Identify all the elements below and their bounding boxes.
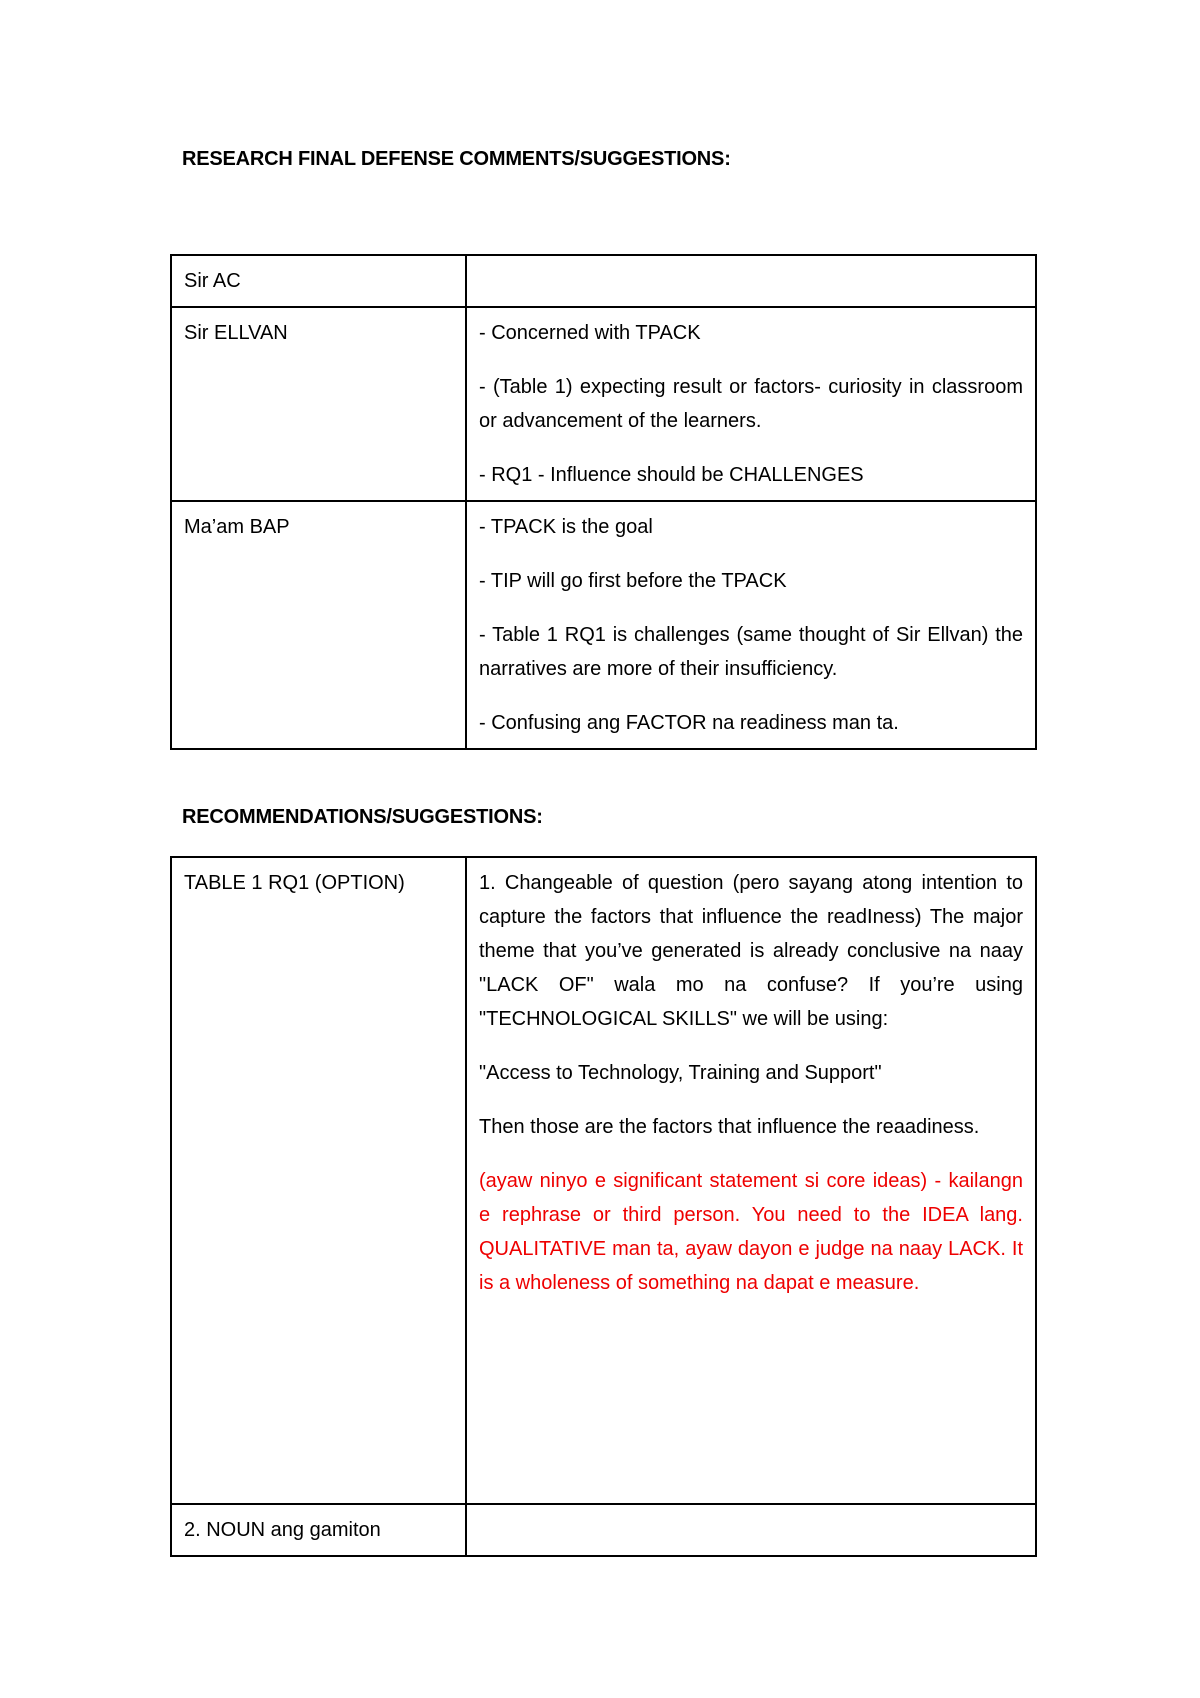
- panelist-name: Sir AC: [184, 270, 241, 292]
- comment-text: - Concerned with TPACK: [479, 322, 701, 344]
- recommendations-table: [170, 856, 1037, 1557]
- comment-text: - TIP will go first before the TPACK: [479, 570, 787, 592]
- comments-heading: RESEARCH FINAL DEFENSE COMMENTS/SUGGESTIONS:: [182, 148, 731, 170]
- panelist-cell: [171, 307, 466, 501]
- table-row: [171, 255, 1036, 307]
- comment-text: - (Table 1) expecting result or factors- curiosity in classroom or advancement of the learners.: [479, 376, 1023, 432]
- panelist-name: Ma’am BAP: [184, 516, 290, 538]
- recommendation-note: (ayaw ninyo e significant statement si core ideas) - kailangn e rephrase or third person. You need to the IDEA lang. QUALITATIVE man ta, ayaw dayon e judge na naay LACK. It is a wholeness of something na dapat e measure.: [479, 1170, 1023, 1294]
- comment-text: - TPACK is the goal: [479, 516, 653, 538]
- item-cell: [171, 857, 466, 1504]
- comment-text: - Confusing ang FACTOR na readiness man ta.: [479, 712, 899, 734]
- item-cell: [171, 1504, 466, 1556]
- recommendation-cell: [466, 857, 1036, 1504]
- comment-text: - Table 1 RQ1 is challenges (same thought of Sir Ellvan) the narratives are more of their insufficiency.: [479, 624, 1023, 680]
- recommendations-heading: RECOMMENDATIONS/SUGGESTIONS:: [182, 806, 543, 828]
- panelist-cell: [171, 255, 466, 307]
- comments-cell: [466, 307, 1036, 501]
- comments-cell: [466, 501, 1036, 749]
- recommendation-text: "Access to Technology, Training and Support": [479, 1062, 882, 1084]
- comment-text: - RQ1 - Influence should be CHALLENGES: [479, 464, 864, 486]
- table-row: [171, 1504, 1036, 1556]
- item-label: TABLE 1 RQ1 (OPTION): [184, 872, 405, 894]
- recommendation-text: 1. Changeable of question (pero sayang atong intention to capture the factors that influence the readIness) The major theme that you’ve generated is already conclusive na naay "LACK OF" wala mo na confuse? If you’re using "TECHNOLOGICAL SKILLS" we will be using:: [479, 872, 1023, 1030]
- recommendation-cell: [466, 1504, 1036, 1556]
- item-label: 2. NOUN ang gamiton: [184, 1519, 381, 1541]
- table-row: [171, 857, 1036, 1504]
- comments-cell: [466, 255, 1036, 307]
- recommendation-text: Then those are the factors that influence the reaadiness.: [479, 1116, 980, 1138]
- panelist-name: Sir ELLVAN: [184, 322, 288, 344]
- panelist-cell: [171, 501, 466, 749]
- table-row: [171, 307, 1036, 501]
- table-row: [171, 501, 1036, 749]
- comments-table: [170, 254, 1037, 750]
